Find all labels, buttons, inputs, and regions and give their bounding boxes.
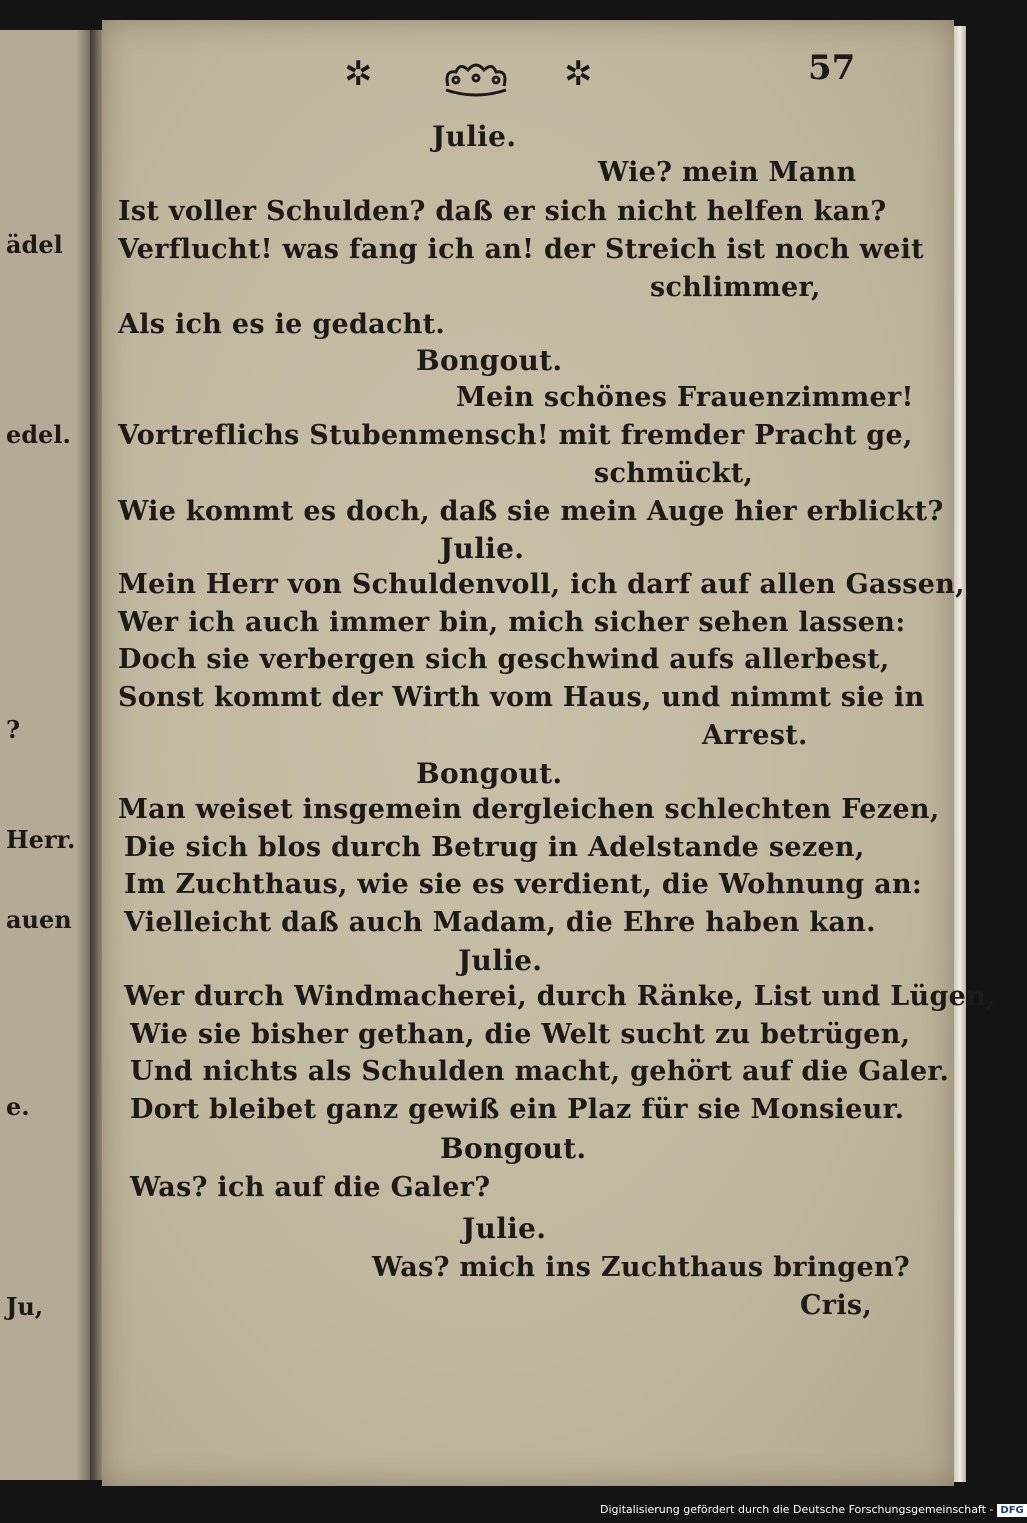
speaker-label: Julie.: [462, 1212, 547, 1245]
speaker-label: Julie.: [432, 120, 517, 153]
crown-icon: [440, 60, 512, 98]
verse-line: Arrest.: [702, 720, 808, 751]
verse-line: Vortreflichs Stubenmensch! mit fremder Pracht ge,: [118, 420, 913, 451]
prev-page-fragment: Ju,: [6, 1292, 44, 1321]
verse-line: Was? mich ins Zuchthaus bringen?: [372, 1252, 911, 1283]
verse-line: Wer ich auch immer bin, mich sicher sehen lassen:: [118, 607, 906, 638]
previous-page-strip: [0, 30, 91, 1480]
verse-line: Wer durch Windmacherei, durch Ränke, List und Lügen,: [124, 981, 996, 1012]
digitization-credit: [600, 1503, 1027, 1521]
verse-line: Sonst kommt der Wirth vom Haus, und nimmt sie in: [118, 682, 925, 713]
verse-line: Wie? mein Mann: [598, 157, 857, 188]
verse-line: Wie kommt es doch, daß sie mein Auge hier erblickt?: [118, 496, 944, 527]
verse-line: Was? ich auf die Galer?: [130, 1172, 491, 1203]
catchword: Cris,: [800, 1290, 873, 1321]
speaker-label: Bongout.: [440, 1132, 587, 1165]
verse-line: Und nichts als Schulden macht, gehört auf die Galer.: [130, 1056, 950, 1087]
page-edge: [954, 26, 966, 1482]
verse-line: Im Zuchthaus, wie sie es verdient, die Wohnung an:: [124, 869, 923, 900]
speaker-label: Bongout.: [416, 344, 563, 377]
verse-line: Als ich es ie gedacht.: [118, 309, 446, 340]
credit-text: Digitalisierung gefördert durch die Deutsche Forschungsgemeinschaft -: [600, 1503, 994, 1516]
prev-page-fragment: edel.: [6, 420, 71, 449]
verse-line: Wie sie bisher gethan, die Welt sucht zu betrügen,: [130, 1019, 911, 1050]
prev-page-fragment: Herr.: [6, 825, 76, 854]
dfg-logo: DFG: [997, 1504, 1026, 1517]
book-gutter: [90, 30, 102, 1480]
prev-page-fragment: e.: [6, 1092, 30, 1121]
verse-line: Doch sie verbergen sich geschwind aufs allerbest,: [118, 644, 890, 675]
prev-page-fragment: ?: [6, 715, 21, 744]
verse-line: Ist voller Schulden? daß er sich nicht helfen kan?: [118, 196, 887, 227]
speaker-label: Julie.: [458, 944, 543, 977]
verse-line: Dort bleibet ganz gewiß ein Plaz für sie Monsieur.: [130, 1094, 905, 1125]
verse-line: Man weiset insgemein dergleichen schlechten Fezen,: [118, 794, 940, 825]
page-header: [240, 52, 760, 102]
verse-line: schmückt,: [594, 458, 754, 489]
verse-line: Vielleicht daß auch Madam, die Ehre haben kan.: [124, 907, 876, 938]
verse-line: Mein Herr von Schuldenvoll, ich darf auf allen Gassen,: [118, 569, 965, 600]
prev-page-fragment: auen: [6, 905, 72, 934]
verse-line: Verflucht! was fang ich an! der Streich ist noch weit: [118, 234, 924, 265]
verse-line: Die sich blos durch Betrug in Adelstande sezen,: [124, 832, 865, 863]
verse-line: schlimmer,: [650, 272, 821, 303]
speaker-label: Bongout.: [416, 757, 563, 790]
verse-line: Mein schönes Frauenzimmer!: [456, 382, 914, 413]
page-shadow: [76, 30, 90, 1480]
prev-page-fragment: ädel: [6, 230, 63, 259]
page-number: 57: [808, 48, 856, 88]
star-ornament-left-icon: ✲: [344, 54, 373, 94]
speaker-label: Julie.: [440, 532, 525, 565]
star-ornament-right-icon: ✲: [564, 54, 593, 94]
